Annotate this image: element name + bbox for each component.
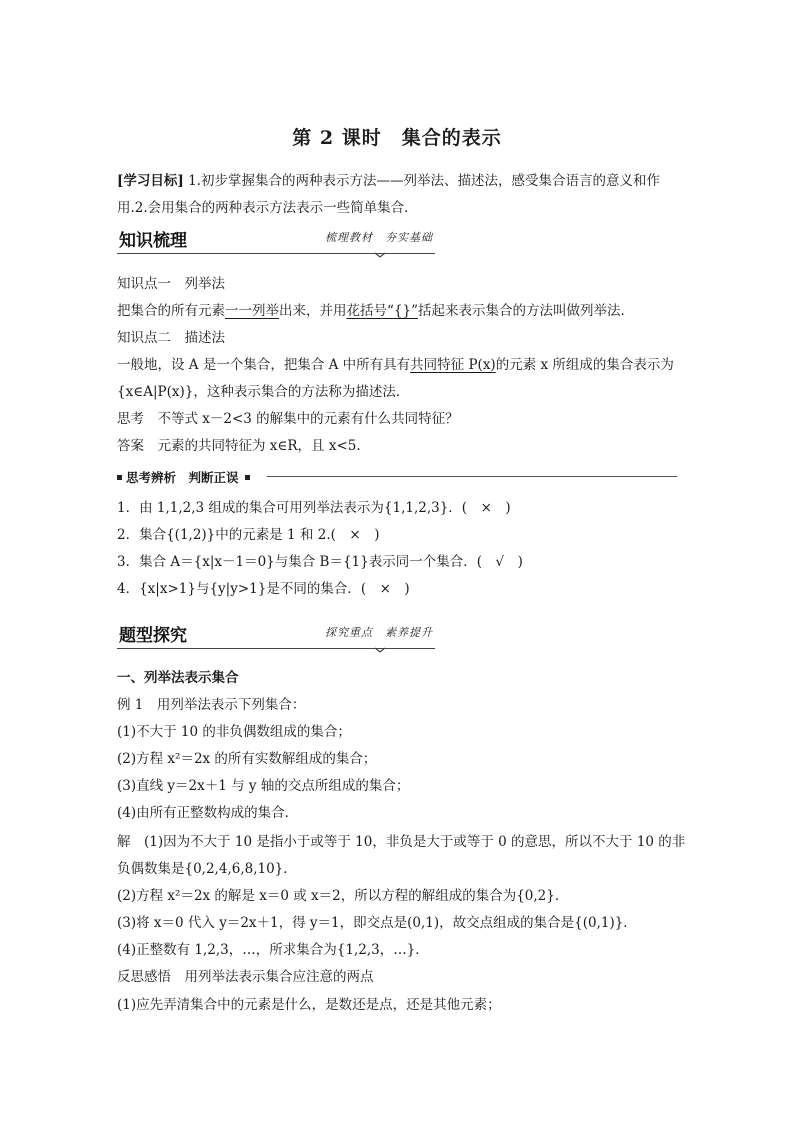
page-title: 第 2 课时 集合的表示 — [292, 127, 502, 149]
judge-header-label: 思考辨析 判断正误 — [126, 470, 239, 485]
objectives-label: [学习目标] — [117, 173, 184, 189]
kp1-underline-1: 一一列举 — [225, 303, 279, 319]
learning-objectives-line-2: 用.2.会用集合的两种表示方法表示一些简单集合． — [117, 200, 418, 216]
example-item: (4)由所有正整数构成的集合． — [117, 805, 299, 821]
solution-line: 负偶数集是{0,2,4,6,8,10}． — [117, 861, 297, 877]
kp2-underline: 共同特征 P(x) — [410, 357, 496, 373]
kp1-title: 知识点一 列举法 — [117, 276, 225, 292]
section-notch-icon — [375, 252, 385, 258]
kp1-underline-2: 花括号“{}” — [346, 303, 418, 319]
section-bar-knowledge — [117, 226, 435, 254]
section-notch-icon — [375, 647, 385, 653]
example-item: (3)直线 y＝2x＋1 与 y 轴的交点所组成的集合； — [117, 778, 410, 794]
judge-header-text — [117, 468, 260, 486]
section-bar-explore — [117, 621, 435, 649]
kp1-text-c: 括起来表示集合的方法叫做列举法． — [417, 303, 634, 319]
kp2-line-2: {x∈A|P(x)}，这种表示集合的方法称为描述法． — [117, 384, 410, 400]
solution-line: (3)将 x＝0 代入 y＝2x＋1，得 y＝1，即交点是(0,1)，故交点组成的集合是{(0,1)}． — [117, 915, 637, 931]
section-rule — [117, 648, 435, 649]
think-answer: 答案 元素的共同特征为 x∈R，且 x<5. — [117, 438, 361, 454]
think-question: 思考 不等式 x－2<3 的解集中的元素有什么共同特征？ — [117, 411, 459, 427]
solution-line: 解 (1)因为不大于 10 是指小于或等于 10，非负是大于或等于 0 的意思，所以不大于 10 的非 — [117, 834, 686, 850]
kp2-line-1 — [117, 355, 674, 375]
judge-item: 4．{x|x>1}与{y|y>1}是不同的集合．( × ) — [117, 581, 410, 597]
kp2-text-b: 的元素 x 所组成的集合表示为 — [495, 357, 674, 373]
judge-header-rule — [267, 476, 677, 477]
kp1-text — [117, 301, 634, 321]
section-rule — [117, 253, 435, 254]
section-title-explore: 题型探究 — [119, 626, 187, 646]
example-item: (1)不大于 10 的非负偶数组成的集合； — [117, 724, 351, 740]
kp2-title: 知识点二 描述法 — [117, 330, 225, 346]
kp1-text-a: 把集合的所有元素 — [117, 303, 225, 319]
learning-objectives-line-1 — [117, 171, 660, 191]
section-tag-knowledge: 梳理教材 夯实基础 — [325, 231, 433, 244]
part-title: 一、列举法表示集合 — [117, 670, 239, 686]
solution-line: (2)方程 x²＝2x 的解是 x＝0 或 x＝2，所以方程的解组成的集合为{0,2}． — [117, 888, 569, 904]
judge-item: 3．集合 A＝{x|x－1＝0}与集合 B＝{1}表示同一个集合．( √ ) — [117, 554, 523, 570]
judge-item: 1．由 1,1,2,3 组成的集合可用列举法表示为{1,1,2,3}．( × ) — [117, 500, 511, 516]
objectives-text-1: 1.初步掌握集合的两种表示方法——列举法、描述法，感受集合语言的意义和作 — [188, 173, 660, 189]
judge-item: 2．集合{(1,2)}中的元素是 1 和 2.( × ) — [117, 527, 380, 543]
example-item: (2)方程 x²＝2x 的所有实数解组成的集合； — [117, 751, 377, 767]
reflection-line: (1)应先弄清集合中的元素是什么，是数还是点，还是其他元素； — [117, 997, 501, 1013]
solution-line: (4)正整数有 1,2,3，…，所求集合为{1,2,3，…}． — [117, 942, 429, 958]
judge-header — [117, 468, 677, 484]
kp1-text-b: 出来，并用 — [279, 303, 347, 319]
kp2-text-a: 一般地，设 A 是一个集合，把集合 A 中所有具有 — [117, 357, 411, 373]
example-intro: 例 1 用列举法表示下列集合： — [117, 697, 306, 713]
reflection-title: 反思感悟 用列举法表示集合应注意的两点 — [117, 969, 374, 985]
square-bullet-icon — [245, 475, 250, 480]
square-bullet-icon — [117, 475, 122, 480]
section-tag-explore: 探究重点 素养提升 — [325, 626, 433, 639]
section-title-knowledge: 知识梳理 — [119, 231, 187, 251]
